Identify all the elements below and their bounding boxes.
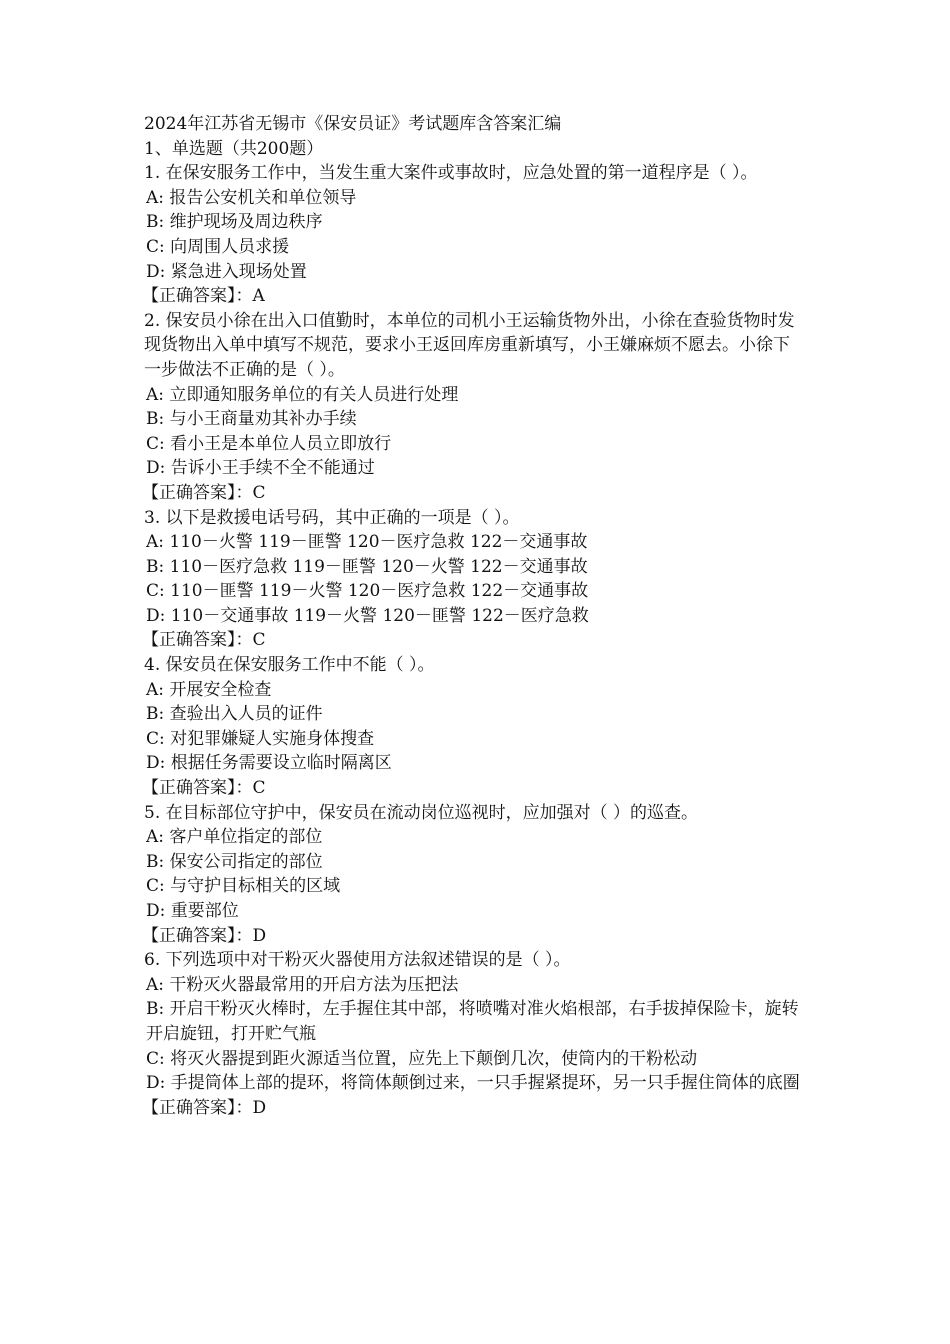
option-a: A: 110－火警 119－匪警 120－医疗急救 122－交通事故 [146, 532, 588, 553]
answer-prefix: 【正确答案】： [142, 778, 253, 799]
answer-value: C [252, 778, 266, 799]
document-page [144, 112, 804, 1120]
question-stem: 4. 保安员在保安服务工作中不能（ ）。 [144, 655, 435, 676]
option-d: D: 重要部位 [146, 901, 239, 921]
answer-prefix: 【正确答案】： [142, 1097, 253, 1118]
option-b: B: 维护现场及周边秩序 [146, 212, 323, 233]
option-c: C: 向周围人员求援 [146, 236, 290, 257]
answer-value: C [252, 630, 266, 651]
answer-line [142, 628, 804, 653]
option-b: B: 110－医疗急救 119－匪警 120－火警 122－交通事故 [146, 556, 588, 577]
question-stem: 6. 下列选项中对干粉灭火器使用方法叙述错误的是（ ）。 [144, 950, 571, 971]
option-d: D: 告诉小王手续不全不能通过 [146, 458, 375, 479]
answer-line [142, 924, 804, 949]
question-stem: 1. 在保安服务工作中，当发生重大案件或事故时，应急处置的第一道程序是（ ）。 [144, 163, 758, 184]
question-stem: 2. 保安员小徐在出入口值勤时，本单位的司机小王运输货物外出，小徐在查验货物时发现货物出入单中填写不规范，要求小王返回库房重新填写，小王嫌麻烦不愿去。小徐下一步做法不正确的是（ ）。 [144, 310, 795, 380]
answer-line [142, 481, 804, 506]
option-a: A: 报告公安机关和单位领导 [146, 187, 357, 208]
option-b: B: 保安公司指定的部位 [146, 851, 323, 872]
answer-prefix: 【正确答案】： [142, 925, 253, 946]
option-c: C: 看小王是本单位人员立即放行 [146, 433, 392, 454]
answer-prefix: 【正确答案】： [142, 286, 253, 307]
option-a: A: 立即通知服务单位的有关人员进行处理 [146, 384, 459, 405]
answer-prefix: 【正确答案】： [142, 630, 253, 651]
option-d: D: 手提筒体上部的提环，将筒体颠倒过来，一只手握紧提环，另一只手握住筒体的底圈 [146, 1073, 800, 1094]
option-b: B: 开启干粉灭火棒时，左手握住其中部，将喷嘴对准火焰根部，右手拔掉保险卡，旋转开启旋钮，打开贮气瓶 [146, 999, 799, 1044]
option-b: B: 与小王商量劝其补办手续 [146, 409, 357, 430]
answer-line [142, 776, 804, 801]
option-a: A: 客户单位指定的部位 [146, 827, 323, 848]
answer-line [142, 284, 804, 309]
option-d: D: 紧急进入现场处置 [146, 261, 307, 282]
answer-value: D [252, 1097, 267, 1118]
option-d: D: 110－交通事故 119－火警 120－匪警 122－医疗急救 [146, 605, 589, 626]
option-c: C: 110－匪警 119－火警 120－医疗急救 122－交通事故 [146, 581, 589, 602]
section-heading: 1、单选题（共200题） [144, 138, 324, 159]
option-b: B: 查验出入人员的证件 [146, 704, 323, 725]
option-d: D: 根据任务需要设立临时隔离区 [146, 753, 392, 774]
answer-value: D [252, 925, 267, 946]
document-title: 2024年江苏省无锡市《保安员证》考试题库含答案汇编 [144, 114, 562, 134]
question-stem: 3. 以下是救援电话号码，其中正确的一项是（ ）。 [144, 507, 520, 528]
option-a: A: 干粉灭火器最常用的开启方法为压把法 [146, 974, 459, 995]
option-c: C: 对犯罪嫌疑人实施身体搜查 [146, 728, 375, 749]
answer-value: A [252, 286, 265, 307]
option-a: A: 开展安全检查 [146, 679, 272, 700]
answer-prefix: 【正确答案】： [142, 482, 253, 503]
question-stem: 5. 在目标部位守护中，保安员在流动岗位巡视时，应加强对（ ）的巡查。 [144, 802, 699, 823]
answer-line [142, 1096, 804, 1121]
option-c: C: 与守护目标相关的区域 [146, 876, 341, 897]
option-c: C: 将灭火器提到距火源适当位置，应先上下颠倒几次，使筒内的干粉松动 [146, 1048, 698, 1069]
answer-value: C [252, 482, 266, 503]
